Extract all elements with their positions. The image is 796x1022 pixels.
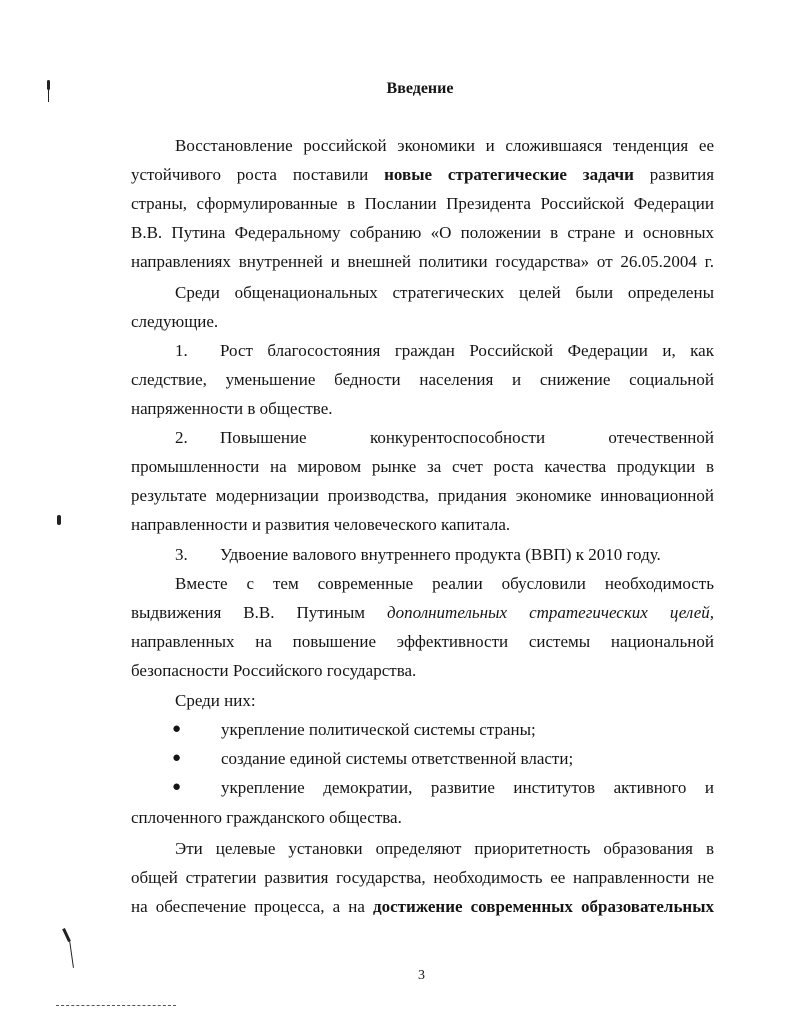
p5-text-a: на обеспечение процесса, а на bbox=[131, 897, 365, 916]
bullet-1-text: укрепление политической системы страны; bbox=[221, 720, 536, 739]
list-item-2-line-3: результате модернизации производства, придания экономике инновационной bbox=[131, 486, 714, 505]
scan-mark-top-tail bbox=[48, 88, 49, 102]
paragraph-3-line-1: Вместе с тем современные реалии обусловили необходимость bbox=[175, 574, 714, 593]
paragraph-5-line-2: общей стратегии развития государства, необходимость ее направленности не bbox=[131, 868, 714, 887]
paragraph-4: Среди них: bbox=[175, 691, 256, 710]
page-title: Введение bbox=[386, 80, 454, 97]
list-item-1-line-1 bbox=[175, 336, 714, 365]
bullet-3-line-2: сплоченного гражданского общества. bbox=[131, 808, 402, 827]
list-item-2-text: Повышение конкурентоспособности отечественной bbox=[220, 428, 714, 447]
scan-mark-middle bbox=[57, 515, 61, 525]
bullet-2-text: создание единой системы ответственной власти; bbox=[221, 749, 574, 768]
p1-bold-phrase: новые стратегические задачи bbox=[384, 165, 634, 184]
list-item-1-line-2: следствие, уменьшение бедности населения и снижение социальной bbox=[131, 370, 714, 389]
p3-text-a: выдвижения В.В. Путиным bbox=[131, 603, 366, 622]
bullet-2-marker: ● bbox=[172, 750, 182, 766]
p5-bold-phrase: достижение современных образовательных bbox=[372, 897, 714, 916]
list-item-2-line-4: направленности и развития человеческого капитала. bbox=[131, 515, 511, 534]
list-item-3-text: Удвоение валового внутреннего продукта (ВВП) к 2010 году. bbox=[220, 545, 661, 564]
list-item-1-line-3: напряженности в обществе. bbox=[131, 399, 333, 418]
page-number: 3 bbox=[418, 968, 425, 983]
paragraph-1-line-5: направлениях внутренней и внешней политики государства» от 26.05.2004 г. bbox=[131, 252, 714, 271]
paragraph-1-line-2 bbox=[131, 160, 714, 189]
paragraph-3-line-4: безопасности Российского государства. bbox=[131, 661, 417, 680]
paragraph-5-line-1: Эти целевые установки определяют приоритетность образования в bbox=[175, 839, 714, 858]
p3-italic-phrase: дополнительных стратегических целей, bbox=[387, 603, 714, 622]
paragraph-1-line-3: страны, сформулированные в Послании Президента Российской Федерации bbox=[131, 194, 714, 213]
paragraph-5-line-3 bbox=[131, 892, 714, 921]
p1-text-b: развития bbox=[649, 165, 715, 184]
paragraph-1-line-1: Восстановление российской экономики и сложившаяся тенденция ее bbox=[175, 136, 714, 155]
paragraph-2-line-2: следующие. bbox=[131, 312, 219, 331]
paragraph-3-line-2 bbox=[131, 598, 714, 627]
bullet-3-line-1: укрепление демократии, развитие институтов активного и bbox=[221, 778, 714, 797]
paragraph-3-line-3: направленных на повышение эффективности системы национальной bbox=[131, 632, 714, 651]
list-item-3-number: 3. bbox=[175, 545, 188, 564]
scan-mark-bottom-tail bbox=[69, 940, 74, 968]
p1-text-a: устойчивого роста поставили bbox=[131, 165, 369, 184]
paragraph-2-line-1: Среди общенациональных стратегических целей были определены bbox=[175, 283, 714, 302]
list-item-2-line-1 bbox=[175, 423, 714, 452]
bullet-3-marker: ● bbox=[172, 779, 182, 795]
list-item-1-number: 1. bbox=[175, 341, 188, 360]
list-item-2-number: 2. bbox=[175, 428, 188, 447]
list-item-3 bbox=[175, 540, 714, 569]
scan-edge-line bbox=[56, 1005, 176, 1006]
paragraph-1-line-4: В.В. Путина Федеральному собранию «О положении в стране и основных bbox=[131, 223, 714, 242]
list-item-1-text: Рост благосостояния граждан Российской Федерации и, как bbox=[220, 341, 714, 360]
list-item-2-line-2: промышленности на мировом рынке за счет роста качества продукции в bbox=[131, 457, 714, 476]
bullet-1-marker: ● bbox=[172, 721, 182, 737]
